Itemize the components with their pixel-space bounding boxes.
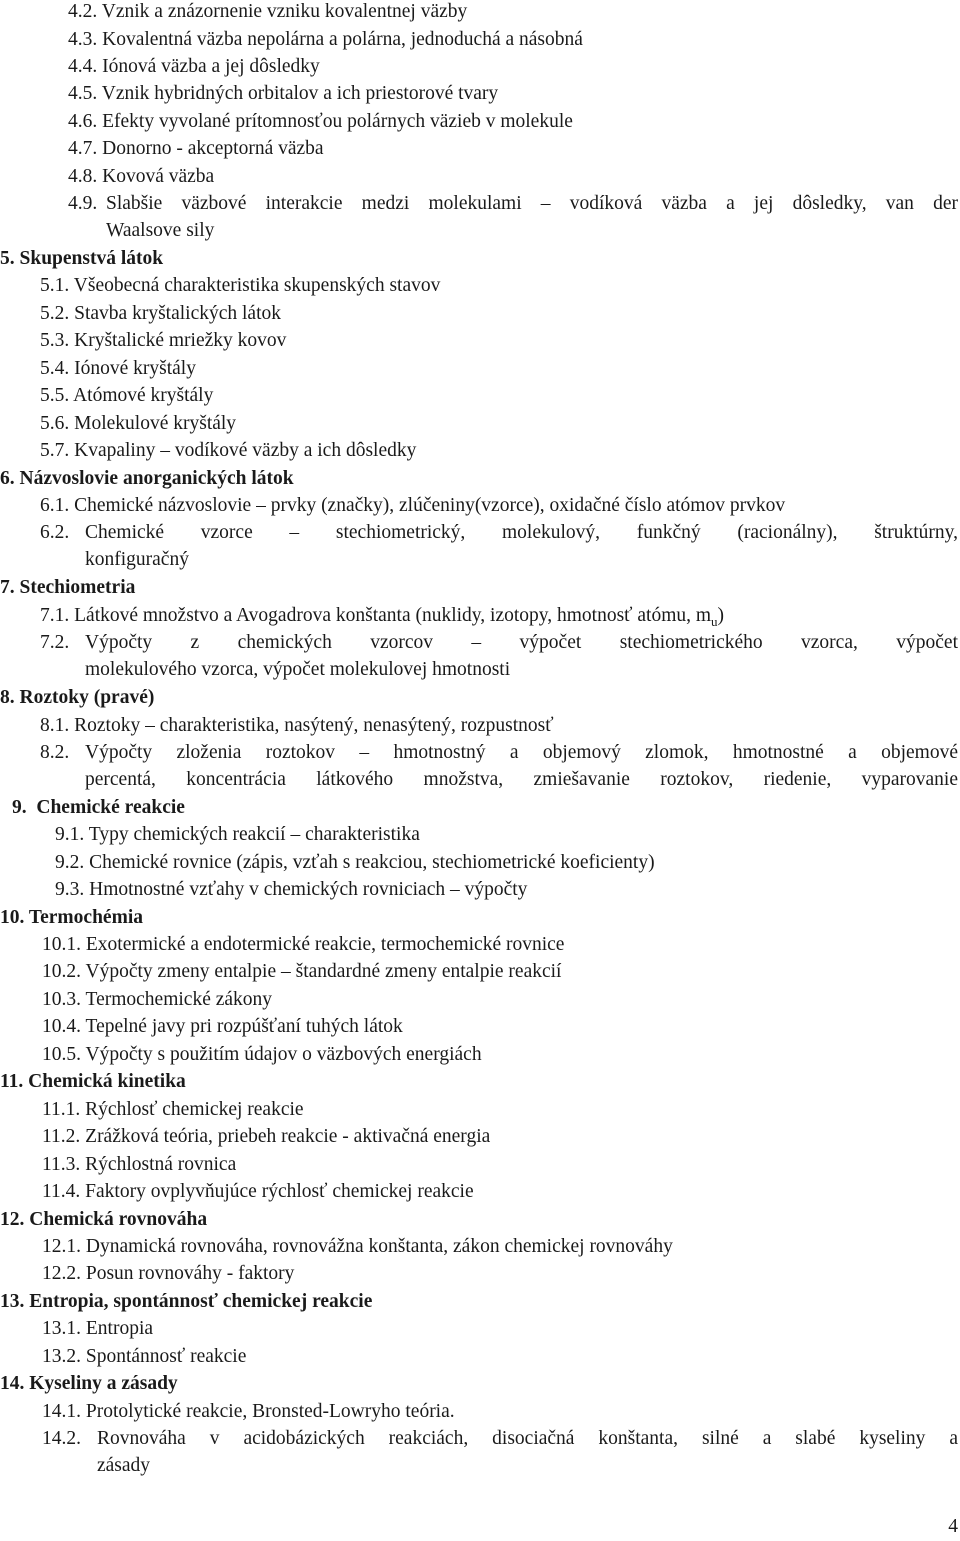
toc-item-6-1	[40, 492, 960, 519]
toc-item-10-2	[42, 958, 960, 985]
section-heading-11: 11. Chemická kinetika	[0, 1071, 186, 1092]
item-text: Donorno - akceptorná väzba	[102, 138, 324, 159]
toc-item-5-2	[40, 300, 960, 327]
item-number: 5.2.	[40, 303, 70, 324]
item-text: Dynamická rovnováha, rovnovážna konštanta, zákon chemickej rovnováhy	[85, 1236, 673, 1257]
section-heading-14: 14. Kyseliny a zásady	[0, 1373, 178, 1394]
item-text: Termochemické zákony	[85, 989, 273, 1010]
toc-item-12-2	[42, 1260, 960, 1287]
item-text: Tepelné javy pri rozpúšťaní tuhých látok	[85, 1016, 403, 1037]
toc-item-10-4	[42, 1013, 960, 1040]
item-text: Výpočty zmeny entalpie – štandardné zmeny entalpie reakcií	[85, 961, 562, 982]
toc-item-10-5	[42, 1041, 960, 1068]
toc-item-5-6	[40, 410, 960, 437]
item-text: Protolytické reakcie, Bronsted-Lowryho teória.	[85, 1401, 455, 1422]
item-text-block	[97, 1425, 958, 1479]
item-text: Rýchlostná rovnica	[85, 1154, 237, 1175]
toc-item-4-2	[68, 0, 960, 25]
item-number: 9.1.	[55, 824, 85, 845]
item-number: 12.1.	[42, 1236, 81, 1257]
section-heading-9: 9. Chemické reakcie	[12, 797, 185, 818]
section-heading-13: 13. Entropia, spontánnosť chemickej reakcie	[0, 1291, 373, 1312]
section-heading-12: 12. Chemická rovnováha	[0, 1209, 208, 1230]
item-number: 14.2.	[42, 1428, 81, 1449]
item-number: 11.2.	[42, 1126, 81, 1147]
item-text: Spontánnosť reakcie	[85, 1346, 247, 1367]
toc-item-11-4	[42, 1178, 960, 1205]
toc-item-5-4	[40, 355, 960, 382]
item-number: 13.2.	[42, 1346, 81, 1367]
toc-item-4-4	[68, 53, 960, 80]
item-number: 10.2.	[42, 961, 81, 982]
item-text: Rýchlosť chemickej reakcie	[85, 1099, 304, 1120]
toc-item-9-2	[55, 849, 960, 876]
item-text: Všeobecná charakteristika skupenských stavov	[73, 275, 441, 296]
item-number: 12.2.	[42, 1263, 81, 1284]
item-text: Iónová väzba a jej dôsledky	[102, 56, 320, 77]
item-number: 5.1.	[40, 275, 70, 296]
item-number: 10.3.	[42, 989, 81, 1010]
item-text: Zrážková teória, priebeh reakcie - aktivačná energia	[85, 1126, 491, 1147]
toc-item-8-1	[40, 712, 960, 739]
item-text-block	[85, 519, 958, 573]
item-text: Iónové kryštály	[74, 358, 196, 379]
toc-item-11-1	[42, 1096, 960, 1123]
toc-item-5-3	[40, 327, 960, 354]
toc-item-10-3	[42, 986, 960, 1013]
item-number: 8.1.	[40, 715, 70, 736]
item-text: Stavba kryštalických látok	[74, 303, 281, 324]
item-number: 13.1.	[42, 1318, 81, 1339]
item-number: 4.5.	[68, 83, 98, 104]
item-text-block	[106, 190, 958, 244]
item-text: Chemické rovnice (zápis, vzťah s reakciou, stechiometrické koeficienty)	[89, 852, 655, 873]
toc-item-4-7	[68, 135, 960, 162]
item-text: Faktory ovplyvňujúce rýchlosť chemickej reakcie	[85, 1181, 474, 1202]
item-number: 14.1.	[42, 1401, 81, 1422]
toc-item-4-9	[68, 190, 958, 244]
toc-item-5-5	[40, 382, 960, 409]
item-text: Molekulové kryštály	[74, 413, 237, 434]
item-text: Výpočty s použitím údajov o väzbových energiách	[85, 1044, 482, 1065]
item-number: 10.5.	[42, 1044, 81, 1065]
section-heading-8: 8. Roztoky (pravé)	[0, 687, 155, 708]
item-number: 7.1.	[40, 605, 70, 626]
item-text: Kovová väzba	[102, 166, 215, 187]
toc-item-5-1	[40, 272, 960, 299]
item-text: Atómové kryštály	[73, 385, 214, 406]
toc-item-14-1	[42, 1398, 960, 1425]
item-number: 6.2.	[40, 522, 70, 543]
item-text-line-1: Výpočty z chemických vzorcov – výpočet stechiometrického vzorca, výpočet	[85, 632, 958, 653]
toc-item-4-8	[68, 163, 960, 190]
item-text-block	[85, 739, 958, 793]
toc-item-4-6	[68, 108, 960, 135]
section-heading-10: 10. Termochémia	[0, 907, 143, 928]
item-text-line-1: Výpočty zloženia roztokov – hmotnostný a objemový zlomok, hmotnostné a objemové	[85, 742, 958, 763]
section-heading-7: 7. Stechiometria	[0, 577, 136, 598]
item-number: 11.4.	[42, 1181, 81, 1202]
item-text: Látkové množstvo a Avogadrova konštanta (nuklidy, izotopy, hmotnosť atómu, m	[74, 605, 712, 626]
toc-item-11-3	[42, 1151, 960, 1178]
item-text: Hmotnostné vzťahy v chemických rovniciach – výpočty	[89, 879, 528, 900]
item-text-line-2: Waalsove sily	[106, 220, 215, 241]
item-number: 4.3.	[68, 29, 98, 50]
item-number: 4.7.	[68, 138, 98, 159]
section-heading-5: 5. Skupenstvá látok	[0, 248, 164, 269]
item-number: 11.1.	[42, 1099, 81, 1120]
item-text-line-2: molekulového vzorca, výpočet molekulovej hmotnosti	[85, 659, 511, 680]
item-text: Chemické názvoslovie – prvky (značky), zlúčeniny(vzorce), oxidačné číslo atómov prvkov	[74, 495, 786, 516]
toc-item-6-2	[40, 519, 958, 573]
item-number: 5.7.	[40, 440, 70, 461]
item-text: Efekty vyvolané prítomnosťou polárnych väzieb v molekule	[102, 111, 573, 132]
toc-item-9-3	[55, 876, 960, 903]
item-text: Kovalentná väzba nepolárna a polárna, jednoduchá a násobná	[102, 29, 583, 50]
toc-item-13-1	[42, 1315, 960, 1342]
item-text: Vznik hybridných orbitalov a ich priestorové tvary	[101, 83, 499, 104]
section-heading-6: 6. Názvoslovie anorganických látok	[0, 468, 294, 489]
item-text: Posun rovnováhy - faktory	[85, 1263, 295, 1284]
page-number: 4	[948, 1516, 958, 1537]
item-number: 4.4.	[68, 56, 98, 77]
toc-item-9-1	[55, 821, 960, 848]
item-number: 9.3.	[55, 879, 85, 900]
subscript-u: u	[711, 613, 718, 629]
item-text: Kryštalické mriežky kovov	[74, 330, 287, 351]
item-number: 10.4.	[42, 1016, 81, 1037]
item-number: 4.9.	[68, 193, 98, 214]
item-number: 5.3.	[40, 330, 70, 351]
item-text: Vznik a znázornenie vzniku kovalentnej väzby	[101, 1, 468, 22]
item-text: Exotermické a endotermické reakcie, termochemické rovnice	[85, 934, 565, 955]
item-text: Entropia	[85, 1318, 154, 1339]
item-number: 4.2.	[68, 1, 98, 22]
item-number: 5.5.	[40, 385, 70, 406]
item-text-line-1: Rovnováha v acidobázických reakciách, disociačná konštanta, silné a slabé kyseliny a	[97, 1428, 958, 1449]
item-number: 10.1.	[42, 934, 81, 955]
item-number: 5.4.	[40, 358, 70, 379]
item-number: 8.2.	[40, 742, 70, 763]
toc-item-4-3	[68, 26, 960, 53]
item-text-line-2: zásady	[97, 1455, 151, 1476]
item-text: Roztoky – charakteristika, nasýtený, nenasýtený, rozpustnosť	[74, 715, 554, 736]
toc-item-5-7	[40, 437, 960, 464]
toc-item-12-1	[42, 1233, 960, 1260]
item-text-line-2: percentá, koncentrácia látkového množstva, zmiešavanie roztokov, riedenie, vyparovanie	[85, 769, 958, 790]
toc-item-14-2	[42, 1425, 958, 1479]
item-text: Kvapaliny – vodíkové väzby a ich dôsledky	[74, 440, 417, 461]
item-number: 6.1.	[40, 495, 70, 516]
item-number: 4.8.	[68, 166, 98, 187]
item-text: Typy chemických reakcií – charakteristika	[88, 824, 420, 845]
item-number: 5.6.	[40, 413, 70, 434]
toc-item-11-2	[42, 1123, 960, 1150]
item-number: 4.6.	[68, 111, 98, 132]
toc-item-4-5	[68, 80, 960, 107]
item-text-line-1: Slabšie väzbové interakcie medzi molekulami – vodíková väzba a jej dôsledky, van der	[106, 193, 958, 214]
item-number: 7.2.	[40, 632, 70, 653]
item-text-tail: )	[717, 605, 725, 626]
toc-item-13-2	[42, 1343, 960, 1370]
item-text-line-1: Chemické vzorce – stechiometrický, molekulový, funkčný (racionálny), štruktúrny,	[85, 522, 958, 543]
item-number: 9.2.	[55, 852, 85, 873]
item-text-line-2: konfiguračný	[85, 549, 189, 570]
toc-item-10-1	[42, 931, 960, 958]
item-number: 11.3.	[42, 1154, 81, 1175]
toc-item-8-2	[40, 739, 958, 793]
item-text-block	[85, 629, 958, 683]
toc-item-7-2	[40, 629, 958, 683]
